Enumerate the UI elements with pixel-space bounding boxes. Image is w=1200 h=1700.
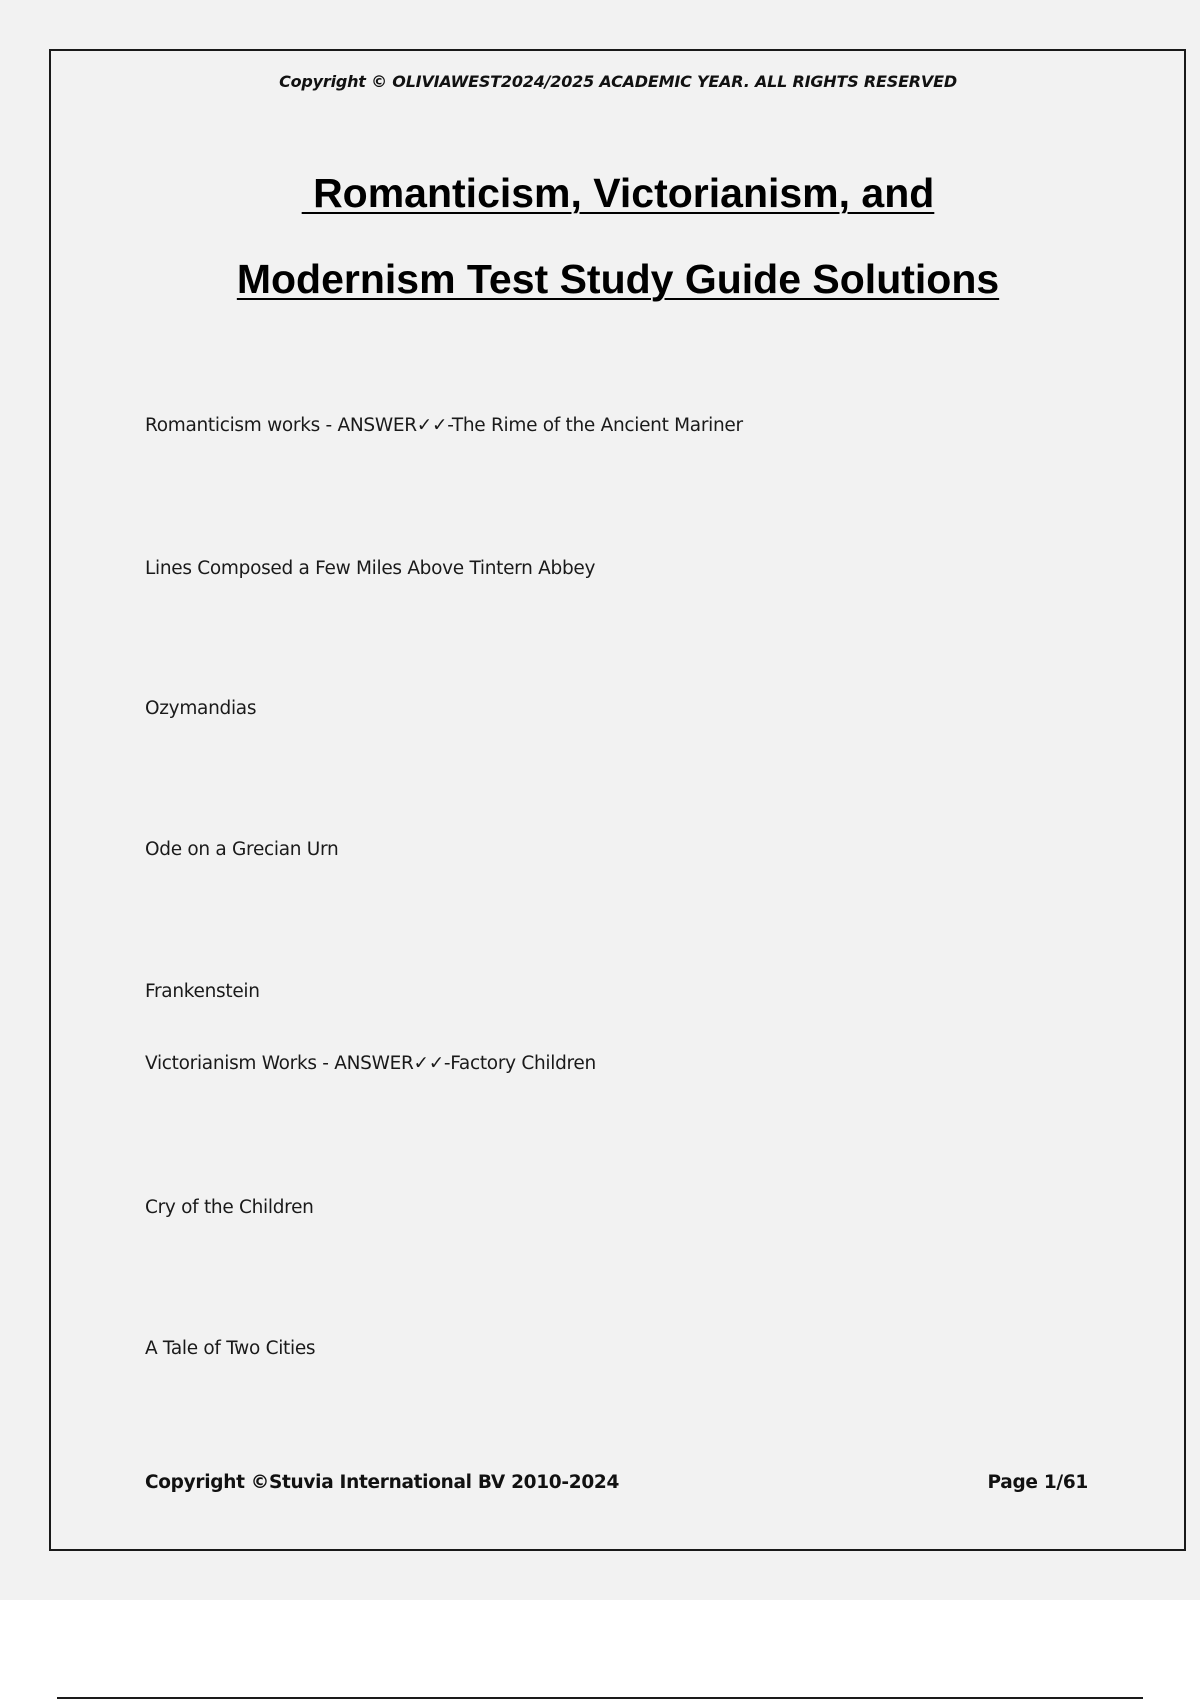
document-title-line-2-text: Modernism Test Study Guide Solutions xyxy=(236,256,1000,302)
study-entry: Lines Composed a Few Miles Above Tintern Abbey xyxy=(145,558,596,579)
document-title-line-1-text: Romanticism, Victorianism, and xyxy=(301,170,935,216)
next-page-top-rule xyxy=(57,1697,1143,1699)
study-entry: A Tale of Two Cities xyxy=(145,1338,316,1359)
study-entry: Ozymandias xyxy=(145,698,257,719)
header-copyright: Copyright © OLIVIAWEST2024/2025 ACADEMIC YEAR. ALL RIGHTS RESERVED xyxy=(279,72,957,91)
document-title-line-1 xyxy=(0,170,1200,217)
page-number: Page 1/61 xyxy=(987,1472,1088,1493)
study-entry: Frankenstein xyxy=(145,981,260,1002)
study-entry: Ode on a Grecian Urn xyxy=(145,839,339,860)
study-entry: Cry of the Children xyxy=(145,1197,314,1218)
footer-copyright: Copyright ©Stuvia International BV 2010-2024 xyxy=(145,1472,620,1493)
study-entry: Victorianism Works - ANSWER✓✓-Factory Children xyxy=(145,1053,596,1074)
document-title-line-2 xyxy=(0,256,1200,303)
study-entry: Romanticism works - ANSWER✓✓-The Rime of the Ancient Mariner xyxy=(145,415,743,436)
